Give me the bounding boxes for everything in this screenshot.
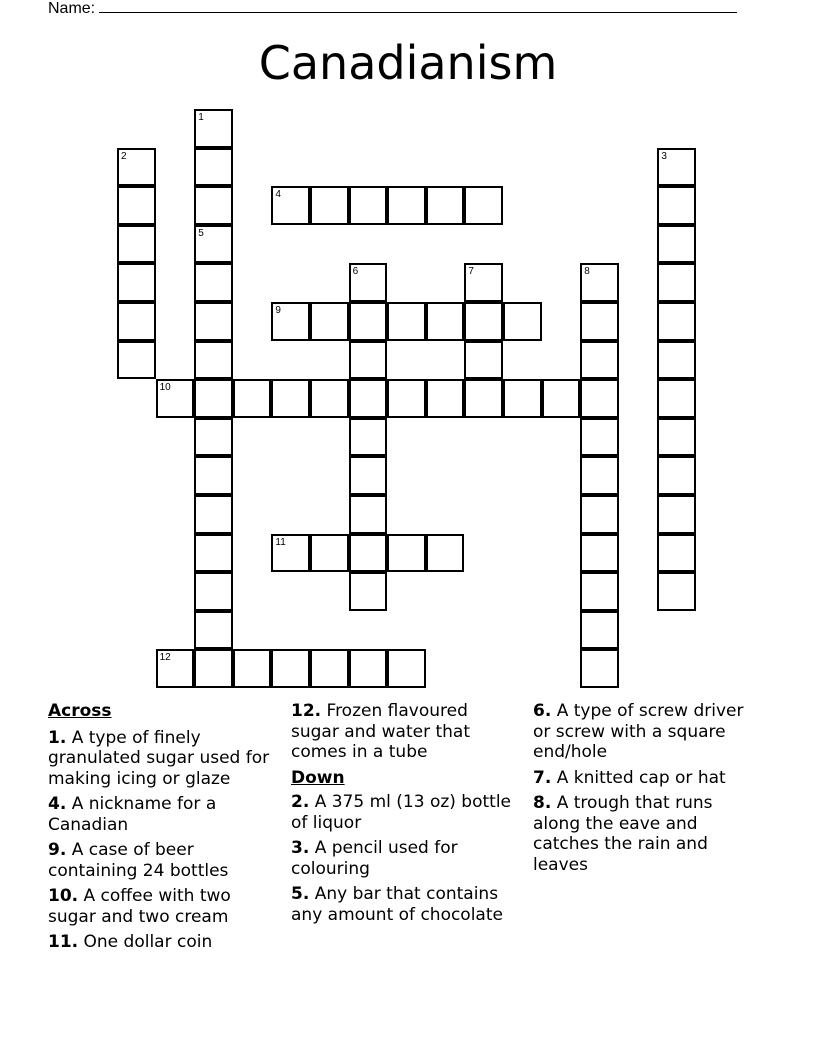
clue-number-label: 3	[661, 150, 667, 162]
grid-cell[interactable]	[464, 379, 503, 418]
name-label: Name:	[48, 0, 96, 17]
grid-cell[interactable]	[117, 341, 156, 380]
grid-cell[interactable]	[387, 379, 426, 418]
grid-cell[interactable]	[117, 225, 156, 264]
grid-cell[interactable]	[194, 379, 233, 418]
clue-text: A pencil used for colouring	[291, 838, 458, 879]
grid-cell[interactable]	[580, 649, 619, 688]
grid-cell[interactable]	[657, 225, 696, 264]
clue-number: 10.	[48, 886, 79, 906]
grid-cell[interactable]	[117, 302, 156, 341]
clue-text: Frozen flavoured sugar and water that comes in a tube	[291, 701, 470, 762]
clue-number-label: 8	[584, 266, 590, 278]
clue-number: 9.	[48, 840, 67, 860]
grid-cell[interactable]	[464, 263, 503, 302]
grid-cell[interactable]	[349, 572, 388, 611]
grid-cell[interactable]	[580, 611, 619, 650]
grid-cell[interactable]	[117, 186, 156, 225]
down-clue-5	[291, 884, 521, 925]
grid-cell[interactable]	[657, 263, 696, 302]
grid-cell[interactable]	[464, 302, 503, 341]
down-clue-7	[533, 768, 763, 789]
grid-cell[interactable]	[657, 456, 696, 495]
clue-number: 5.	[291, 884, 310, 904]
grid-cell[interactable]	[233, 379, 272, 418]
grid-cell[interactable]	[542, 379, 581, 418]
clue-text: A type of finely granulated sugar used for making icing or glaze	[48, 727, 270, 789]
clue-text: A coffee with two sugar and two cream	[48, 886, 231, 927]
grid-cell[interactable]	[310, 302, 349, 341]
grid-cell[interactable]	[580, 495, 619, 534]
grid-cell[interactable]	[194, 341, 233, 380]
grid-cell[interactable]	[464, 186, 503, 225]
clue-number-label: 1	[198, 112, 204, 123]
grid-cell[interactable]	[657, 302, 696, 341]
clue-text: A knitted cap or hat	[551, 767, 726, 788]
grid-cell[interactable]	[271, 379, 310, 418]
grid-cell[interactable]	[117, 263, 156, 302]
grid-cell[interactable]	[657, 341, 696, 380]
clue-number-label: 6	[352, 266, 359, 278]
clue-number: 6.	[533, 701, 552, 721]
grid-cell[interactable]	[387, 534, 426, 573]
across-clue-4	[48, 794, 284, 835]
clue-number-label: 4	[275, 189, 281, 201]
grid-cell[interactable]	[426, 379, 465, 418]
grid-cell[interactable]	[464, 341, 503, 380]
across-clue-12	[291, 701, 521, 763]
grid-cell[interactable]	[426, 302, 465, 341]
grid-cell[interactable]	[657, 186, 696, 225]
across-clue-9	[48, 840, 284, 881]
grid-cell[interactable]	[657, 379, 696, 418]
clue-number-label: 5	[198, 227, 204, 239]
grid-cell[interactable]	[426, 186, 465, 225]
grid-cell[interactable]	[194, 225, 233, 264]
grid-cell[interactable]	[349, 418, 388, 457]
grid-cell[interactable]	[194, 148, 233, 187]
across-clue-10	[48, 886, 284, 927]
down-clue-3	[291, 838, 521, 879]
grid-cell[interactable]	[657, 572, 696, 611]
grid-cell[interactable]	[657, 418, 696, 457]
down-clue-2	[291, 792, 521, 833]
grid-cell[interactable]	[194, 456, 233, 495]
grid-cell[interactable]	[387, 186, 426, 225]
page-title: Canadianism	[258, 36, 558, 90]
clue-number: 11.	[48, 932, 79, 952]
clue-text: Any bar that contains any amount of chocolate	[291, 884, 503, 925]
grid-cell[interactable]	[580, 263, 619, 302]
clue-text: A nickname for a Canadian	[48, 794, 217, 835]
grid-cell[interactable]	[194, 302, 233, 341]
grid-cell[interactable]	[580, 341, 619, 380]
grid-cell[interactable]	[271, 649, 310, 688]
grid-cell[interactable]	[194, 572, 233, 611]
clue-number: 4.	[48, 794, 67, 814]
grid-cell[interactable]	[426, 534, 465, 573]
grid-cell[interactable]	[349, 302, 388, 341]
clue-column-3	[533, 701, 763, 880]
grid-cell[interactable]	[194, 418, 233, 457]
clue-number: 2.	[291, 792, 310, 812]
clue-number: 8.	[533, 793, 552, 813]
grid-cell[interactable]	[310, 379, 349, 418]
across-clue-1	[48, 728, 284, 790]
grid-cell[interactable]	[387, 649, 426, 688]
grid-cell[interactable]	[194, 495, 233, 534]
clue-text: A 375 ml (13 oz) bottle of liquor	[291, 792, 512, 833]
grid-cell[interactable]	[349, 456, 388, 495]
clue-text: One dollar coin	[78, 932, 213, 952]
grid-cell[interactable]	[657, 495, 696, 534]
across-heading: Across	[48, 701, 112, 721]
clue-text: A trough that runs along the eave and catches the rain and leaves	[533, 793, 713, 875]
grid-cell[interactable]	[580, 379, 619, 418]
grid-cell[interactable]	[194, 611, 233, 650]
clue-number-label: 9	[275, 305, 281, 316]
grid-cell[interactable]	[194, 263, 233, 302]
grid-cell[interactable]	[349, 379, 388, 418]
clue-number-label: 11	[275, 536, 286, 548]
clue-number: 7.	[533, 767, 552, 788]
clue-number-label: 7	[468, 266, 474, 278]
down-clue-8	[533, 793, 763, 875]
grid-cell[interactable]	[271, 302, 310, 341]
clue-number-label: 10	[159, 382, 171, 394]
grid-cell[interactable]	[580, 418, 619, 457]
clue-text: A case of beer containing 24 bottles	[48, 840, 229, 881]
grid-cell[interactable]	[194, 109, 233, 148]
grid-cell[interactable]	[194, 649, 233, 688]
grid-cell[interactable]	[580, 572, 619, 611]
grid-cell[interactable]	[580, 534, 619, 573]
grid-cell[interactable]	[657, 534, 696, 573]
grid-cell[interactable]	[349, 263, 388, 302]
grid-cell[interactable]	[349, 534, 388, 573]
grid-cell[interactable]	[349, 495, 388, 534]
grid-cell[interactable]	[503, 302, 542, 341]
across-clue-11	[48, 932, 284, 953]
clue-number-label: 12	[159, 652, 171, 664]
grid-cell[interactable]	[580, 302, 619, 341]
grid-cell[interactable]	[310, 186, 349, 225]
grid-cell[interactable]	[117, 148, 156, 187]
grid-cell[interactable]	[271, 534, 310, 573]
grid-cell[interactable]	[503, 379, 542, 418]
clue-column-1	[48, 701, 284, 958]
grid-cell[interactable]	[310, 649, 349, 688]
grid-cell[interactable]	[233, 649, 272, 688]
grid-cell[interactable]	[271, 186, 310, 225]
down-clue-6	[533, 701, 763, 763]
down-heading: Down	[291, 767, 345, 788]
clue-column-2	[291, 701, 521, 930]
grid-cell[interactable]	[194, 186, 233, 225]
clue-number: 3.	[291, 838, 310, 858]
grid-cell[interactable]	[156, 379, 195, 418]
clue-text: A type of screw driver or screw with a square end/hole	[533, 701, 744, 762]
grid-cell[interactable]	[349, 186, 388, 225]
clue-number-label: 2	[121, 150, 127, 162]
clue-number: 12.	[291, 701, 322, 721]
grid-cell[interactable]	[349, 649, 388, 688]
grid-cell[interactable]	[156, 649, 195, 688]
grid-cell[interactable]	[387, 302, 426, 341]
clue-number: 1.	[48, 727, 67, 748]
grid-cell[interactable]	[194, 534, 233, 573]
grid-cell[interactable]	[657, 148, 696, 187]
grid-cell[interactable]	[310, 534, 349, 573]
grid-cell[interactable]	[580, 456, 619, 495]
grid-cell[interactable]	[349, 341, 388, 380]
